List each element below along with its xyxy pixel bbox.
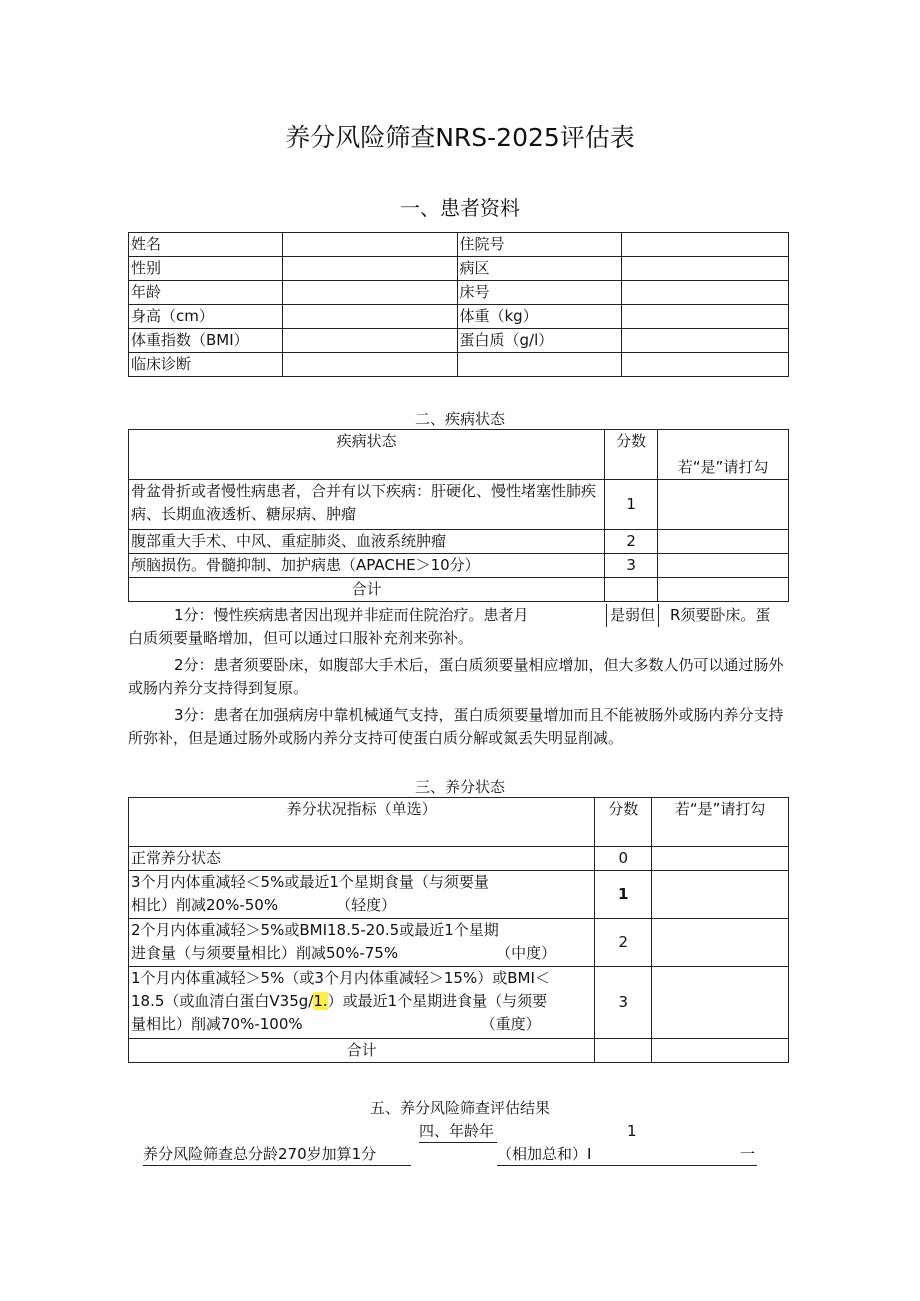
note-1	[128, 604, 790, 650]
table-row	[129, 871, 789, 919]
nutrition-text-line	[131, 990, 592, 1013]
score-cell: 1	[605, 480, 658, 530]
table-row	[129, 530, 789, 554]
check-cell[interactable]	[658, 480, 789, 530]
label-cell: 体重指数（BMI）	[129, 329, 283, 353]
total-score-field[interactable]	[497, 1144, 757, 1166]
nutrition-text-part: 相比）削减20%-50%	[131, 896, 279, 914]
column-header: 养分状况指标（单选）	[129, 798, 595, 847]
column-header: 若“是”请打勾	[658, 430, 789, 480]
nutrition-text-line	[131, 1013, 592, 1036]
severity-label: （重度）	[480, 1015, 541, 1033]
column-header: 疾病状态	[129, 430, 605, 480]
check-cell[interactable]	[652, 871, 789, 919]
score-cell: 2	[595, 919, 652, 967]
score-cell: 2	[605, 530, 658, 554]
total-label: 合计	[129, 578, 605, 602]
check-cell[interactable]	[658, 530, 789, 554]
label-cell: 姓名	[129, 233, 283, 257]
value-cell[interactable]	[282, 281, 457, 305]
section5-heading: 五、养分风险筛查评估结果	[369, 1099, 550, 1117]
value-cell[interactable]	[282, 353, 457, 377]
value-cell[interactable]	[622, 281, 789, 305]
table-row	[129, 329, 789, 353]
label-cell: 体重（kg）	[457, 305, 622, 329]
nutrition-text-line: 3个月内体重减轻＜5%或最近1个星期食量（与须要量	[131, 873, 489, 891]
disease-text: 腹部重大手术、中风、重症肺炎、血液系统肿瘤	[129, 530, 605, 554]
label-cell: 年龄	[129, 281, 283, 305]
score-cell: 3	[605, 554, 658, 578]
section3-heading: 三、养分状态	[414, 778, 505, 796]
table-row	[129, 554, 789, 578]
label-cell: 病区	[457, 257, 622, 281]
note-1-text-b: 是弱但	[606, 604, 659, 627]
nutrition-text-part: 18.5（或血清白蛋白V35g/	[131, 992, 314, 1010]
value-cell[interactable]	[622, 257, 789, 281]
total-score-cell[interactable]	[595, 1039, 652, 1063]
table-row	[129, 1039, 789, 1063]
total-score-label: 养分风险筛查总分龄270岁加算1分	[143, 1144, 411, 1166]
note-1-text-a: 1分：慢性疾病患者因出现并非症而住院治疗。患者月	[174, 606, 529, 624]
table-row	[129, 480, 789, 530]
note-2: 2分：患者须要卧床，如腹部大手术后，蛋白质须要量相应增加，但大多数人仍可以通过肠外或肠内养分支持得到复原。	[128, 656, 784, 697]
label-cell: 住院号	[457, 233, 622, 257]
score-cell: 0	[595, 847, 652, 871]
value-cell[interactable]	[282, 329, 457, 353]
table-row	[129, 919, 789, 967]
severity-label: （中度）	[496, 944, 557, 962]
value-cell[interactable]	[457, 353, 622, 377]
note-3: 3分：患者在加强病房中靠机械通气支持，蛋白质须要量增加而且不能被肠外或肠内养分支持所弥补，但是通过肠外或肠内养分支持可使蛋白质分解或氮丢失明显削减。	[128, 706, 784, 747]
check-cell[interactable]	[652, 1039, 789, 1063]
nutrition-text-part: 量相比）削减70%-100%	[131, 1015, 303, 1033]
check-cell[interactable]	[658, 554, 789, 578]
column-header: 分数	[605, 430, 658, 480]
nutrition-text	[129, 871, 595, 919]
table-row	[129, 233, 789, 257]
table-row	[129, 353, 789, 377]
value-cell[interactable]	[282, 305, 457, 329]
check-cell[interactable]	[658, 578, 789, 602]
table-row	[129, 281, 789, 305]
nutrition-text-part: 进食量（与须要量相比）削减50%-75%	[131, 944, 399, 962]
label-cell: 临床诊断	[129, 353, 283, 377]
highlighted-text: 1.	[313, 992, 328, 1010]
total-score-note: （相加总和）I	[497, 1145, 592, 1163]
age-line-label: 四、年龄年	[419, 1121, 497, 1143]
column-header: 若“是”请打勾	[652, 798, 789, 847]
section2-heading: 二、疾病状态	[414, 410, 505, 428]
column-header: 分数	[595, 798, 652, 847]
disease-status-table	[128, 429, 789, 602]
total-score-end: 一	[739, 1145, 755, 1163]
nutrition-text	[129, 967, 595, 1039]
value-cell[interactable]	[622, 305, 789, 329]
nutrition-text	[129, 919, 595, 967]
table-row	[129, 257, 789, 281]
check-cell[interactable]	[652, 919, 789, 967]
value-cell[interactable]	[622, 329, 789, 353]
score-cell: 1	[595, 871, 652, 919]
nutrition-text-part: ）或最近1个星期进食量（与须要	[327, 992, 548, 1010]
label-cell: 蛋白质（g/l）	[457, 329, 622, 353]
nutrition-text-line	[131, 894, 592, 917]
table-header-row	[129, 430, 789, 480]
nutrition-text: 正常养分状态	[129, 847, 595, 871]
note-1-text-c: R须要卧床。蛋	[670, 606, 771, 624]
nutrition-text-line	[131, 942, 592, 965]
label-cell: 床号	[457, 281, 622, 305]
nutrition-status-table	[128, 797, 789, 1063]
table-row	[129, 847, 789, 871]
severity-label: （轻度）	[336, 896, 397, 914]
section1-heading: 一、患者资料	[400, 196, 520, 220]
table-row	[129, 305, 789, 329]
age-line-score: 1	[627, 1122, 637, 1140]
table-row	[129, 578, 789, 602]
table-row	[129, 967, 789, 1039]
disease-text: 颅脑损伤。骨髓抑制、加护病患（APACHE＞10分）	[129, 554, 605, 578]
value-cell[interactable]	[622, 233, 789, 257]
page-title: 养分风险筛查NRS-2025评估表	[285, 123, 635, 152]
note-1-text-d: 白质须要量略增加，但可以通过口服补充剂来弥补。	[128, 629, 474, 647]
check-cell[interactable]	[652, 967, 789, 1039]
score-cell: 3	[595, 967, 652, 1039]
value-cell[interactable]	[622, 353, 789, 377]
table-header-row	[129, 798, 789, 847]
nutrition-text-line: 2个月内体重减轻＞5%或BMI18.5-20.5或最近1个星期	[131, 921, 499, 939]
total-score-cell[interactable]	[605, 578, 658, 602]
value-cell[interactable]	[282, 257, 457, 281]
label-cell: 性别	[129, 257, 283, 281]
nutrition-text-line: 1个月内体重减轻＞5%（或3个月内体重减轻＞15%）或BMI＜	[131, 969, 550, 987]
value-cell[interactable]	[282, 233, 457, 257]
label-cell: 身高（cm）	[129, 305, 283, 329]
disease-text: 骨盆骨折或者慢性病患者，合并有以下疾病：肝硬化、慢性堵塞性肺疾病、长期血液透析、糖尿病、肿瘤	[129, 480, 605, 530]
patient-info-table	[128, 232, 789, 377]
check-cell[interactable]	[652, 847, 789, 871]
total-label: 合计	[129, 1039, 595, 1063]
